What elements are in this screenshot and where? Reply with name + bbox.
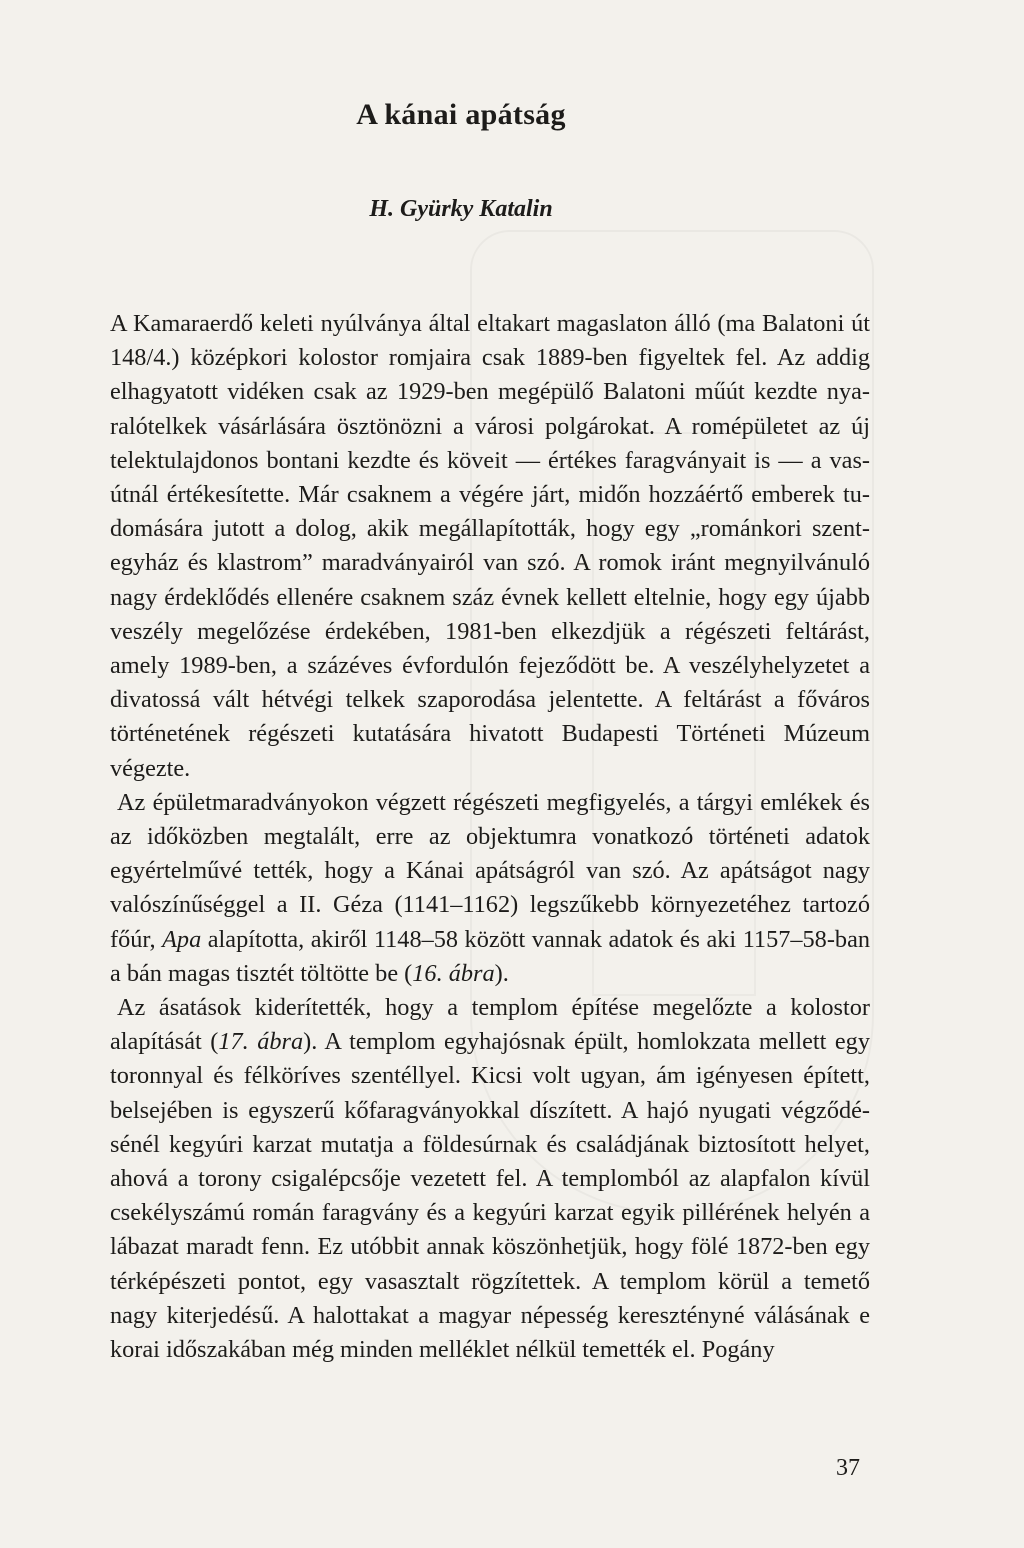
paragraph-1: A Kamaraerdő keleti nyúlványa által eltakart magaslaton álló (ma Balatoni út 148/4.) középkori kolostor romjaira csak 1889-ben figyeltek fel. Az addig elhagyatott vidéken csak az 1929-ben megépülő Balatoni műút kezdte nyaralótelkek vásárlására ösztönözni a városi polgárokat. A romépületet az új telektulajdonos bontani kezdte és köveit — értékes faragványait is — a vasútnál értékesítette. Már csaknem a végére járt, midőn hozzáértő emberek tudomására jutott a dolog, akik megállapították, hogy egy „románkori szentegyház és klastrom” maradványairól van szó. A romok iránt megnyilvánuló nagy érdeklődés ellenére csaknem száz évnek kellett eltelnie, hogy egy újabb veszély megelőzése érdekében, 1981-ben elkezdjük a régészeti feltárást, amely 1989-ben, a százéves évfordulón fejeződött be. A veszélyhelyzetet a divatossá vált hétvégi telkek szaporodása jelentette. A feltárást a főváros történetének régészeti kutatására hivatott Budapesti Történeti Múzeum végezte. xyxy=(110,310,870,782)
paragraph-3 xyxy=(110,991,870,1367)
paragraph-2-text-a: Az épületmaradványokon végzett régészeti megfigyelés, a tárgyi emlékek és az időközben megtalált, erre az objektumra vonatkozó történeti adatok egyértelművé tették, hogy a Kánai apátságról van szó. Az apátságot nagy valószínűséggel a II. Géza (1141–1162) legszűkebb környezetéhez tartozó főúr, xyxy=(110,788,870,953)
page-number: 37 xyxy=(836,1455,860,1481)
article-title: A kánai apátság xyxy=(356,98,566,131)
figure-reference-17: 17. ábra xyxy=(218,1028,304,1056)
figure-reference-16: 16. ábra xyxy=(412,959,495,987)
paragraph-3-text-b: ). A templom egyhajósnak épült, homlokzata mellett egy toronnyal és félköríves szentéllyel. Kicsi volt ugyan, ám igényesen épített, belsejében is egyszerű kőfaragványokkal díszített. A hajó nyugati végződésénél kegyúri karzat mutatja a földesúrnak és családjának biztosított helyet, ahová a torony csigalépcsője vezetett fel. A templomból az alapfalon kívül csekélyszámú román faragvány és a kegyúri karzat egyik pillérének helyén a lábazat maradt fenn. Ez utóbbit annak köszönhetjük, hogy fölé 1872-ben egy térképészeti pontot, egy vasasztalt rögzítettek. A templom körül a temető nagy kiterjedésű. A halottakat a magyar népesség keresztényné válásának e korai időszakában még minden melléklet nélkül temették el. Pogány xyxy=(110,1028,870,1364)
paragraph-2 xyxy=(110,786,870,991)
paragraph-2-text-c: ). xyxy=(494,959,509,987)
paragraph-3-text-a: Az ásatások kiderítették, hogy a templom építése megelőzte a kolostor alapítását ( xyxy=(110,994,870,1056)
author-name: H. Gyürky Katalin xyxy=(369,196,553,222)
article-body xyxy=(110,307,870,1367)
founder-name: Apa xyxy=(162,925,202,953)
paragraph-2-text-b: alapította, akiről 1148–58 között vannak adatok és aki 1157–58-ban a bán magas tisztét töltötte be ( xyxy=(110,925,870,987)
